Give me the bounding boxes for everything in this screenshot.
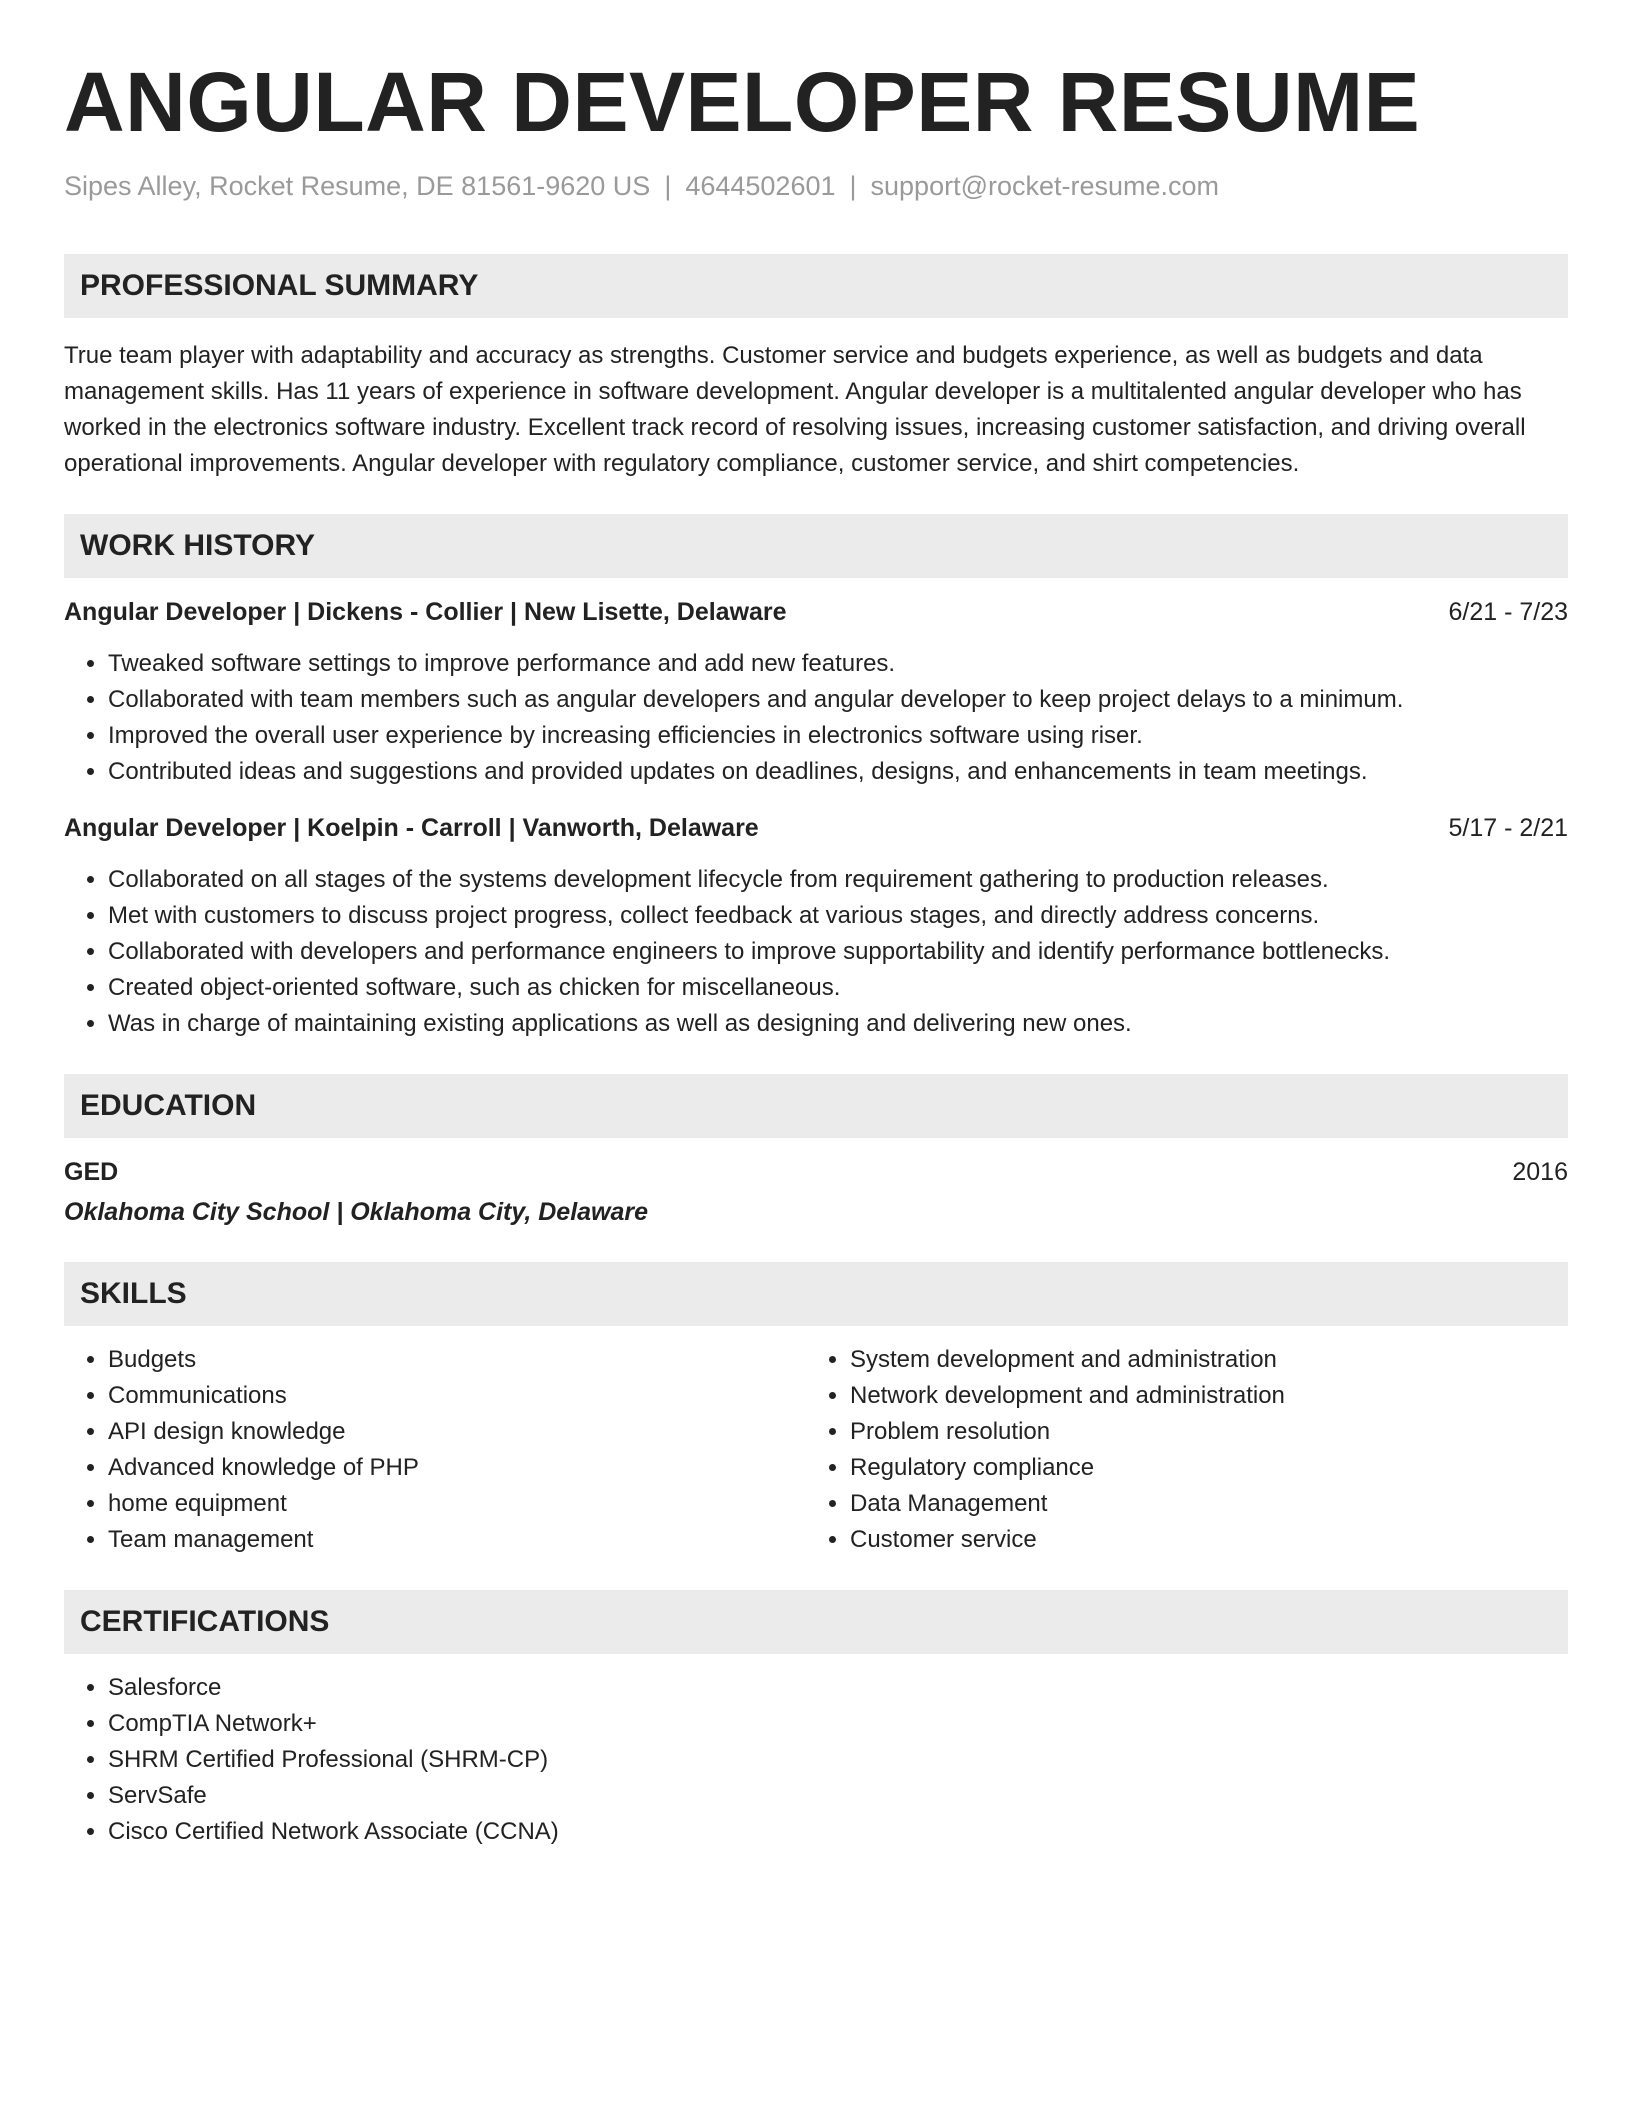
skills-grid	[64, 1342, 1568, 1558]
skill-item: • Team management	[108, 1522, 806, 1558]
contact-phone: 4644502601	[685, 171, 836, 201]
education-heading	[64, 1154, 1568, 1190]
contact-separator: |	[849, 171, 857, 201]
skill-item: • Problem resolution	[850, 1414, 1548, 1450]
education-school: Oklahoma City School | Oklahoma City, Delaware	[64, 1198, 649, 1226]
job-bullet: • Collaborated on all stages of the systems development lifecycle from requirement gathering to production releases.	[108, 862, 1568, 898]
skill-item: • Customer service	[850, 1522, 1548, 1558]
skill-item: • Advanced knowledge of PHP	[108, 1450, 806, 1486]
skills-column-left	[64, 1342, 806, 1558]
certification-item: • ServSafe	[108, 1778, 1568, 1814]
certifications-list	[64, 1670, 1568, 1850]
skill-item: • home equipment	[108, 1486, 806, 1522]
certification-item: • Cisco Certified Network Associate (CCNA)	[108, 1814, 1568, 1850]
skill-item: • System development and administration	[850, 1342, 1548, 1378]
skill-item: • Network development and administration	[850, 1378, 1548, 1414]
contact-line	[64, 168, 1568, 204]
skills-list	[806, 1342, 1548, 1558]
certification-item: • SHRM Certified Professional (SHRM-CP)	[108, 1742, 1568, 1778]
resume-title: ANGULAR DEVELOPER RESUME	[64, 55, 1421, 149]
job-bullet: • Improved the overall user experience by increasing efficiencies in electronics software using riser.	[108, 718, 1568, 754]
job-bullet: • Collaborated with developers and performance engineers to improve supportability and identify performance bottlenecks.	[108, 934, 1568, 970]
job-bullet: • Tweaked software settings to improve performance and add new features.	[108, 646, 1568, 682]
contact-email: support@rocket-resume.com	[870, 171, 1220, 201]
skill-item: • Budgets	[108, 1342, 806, 1378]
job-bullet-list	[64, 862, 1568, 1042]
skill-item: • Communications	[108, 1378, 806, 1414]
skill-item: • Data Management	[850, 1486, 1548, 1522]
section-header-certifications: CERTIFICATIONS	[64, 1590, 1568, 1654]
job-bullet: • Contributed ideas and suggestions and provided updates on deadlines, designs, and enhancements in team meetings.	[108, 754, 1568, 790]
job-heading	[64, 594, 1568, 630]
job-bullet: • Met with customers to discuss project progress, collect feedback at various stages, and directly address concerns.	[108, 898, 1568, 934]
education-degree: GED	[64, 1158, 119, 1186]
section-header-education: EDUCATION	[64, 1074, 1568, 1138]
skill-item: • Regulatory compliance	[850, 1450, 1548, 1486]
skill-item: • API design knowledge	[108, 1414, 806, 1450]
skills-list	[64, 1342, 806, 1558]
contact-separator: |	[664, 171, 672, 201]
job-heading	[64, 810, 1568, 846]
section-header-work-history: WORK HISTORY	[64, 514, 1568, 578]
job-dates: 5/17 - 2/21	[1448, 814, 1568, 842]
job-title: Angular Developer | Dickens - Collier | New Lisette, Delaware	[64, 598, 787, 626]
job-dates: 6/21 - 7/23	[1448, 598, 1568, 626]
skills-column-right	[806, 1342, 1548, 1558]
job-bullet: • Was in charge of maintaining existing applications as well as designing and delivering new ones.	[108, 1006, 1568, 1042]
certification-item: • Salesforce	[108, 1670, 1568, 1706]
contact-address: Sipes Alley, Rocket Resume, DE 81561-9620 US	[64, 171, 651, 201]
section-header-summary: PROFESSIONAL SUMMARY	[64, 254, 1568, 318]
job-title: Angular Developer | Koelpin - Carroll | Vanworth, Delaware	[64, 814, 759, 842]
job-bullet: • Created object-oriented software, such as chicken for miscellaneous.	[108, 970, 1568, 1006]
certification-item: • CompTIA Network+	[108, 1706, 1568, 1742]
summary-text: True team player with adaptability and accuracy as strengths. Customer service and budgets experience, as well as budgets and data management skills. Has 11 years of experience in software development. Angular developer is a multitalented angular developer who has worked in the electronics software industry. Excellent track record of resolving issues, increasing customer satisfaction, and driving overall operational improvements. Angular developer with regulatory compliance, customer service, and shirt competencies.	[64, 342, 1526, 477]
section-header-skills: SKILLS	[64, 1262, 1568, 1326]
education-year: 2016	[1512, 1158, 1568, 1186]
job-bullet-list	[64, 646, 1568, 790]
job-bullet: • Collaborated with team members such as angular developers and angular developer to keep project delays to a minimum.	[108, 682, 1568, 718]
resume-page	[64, 0, 1568, 1850]
